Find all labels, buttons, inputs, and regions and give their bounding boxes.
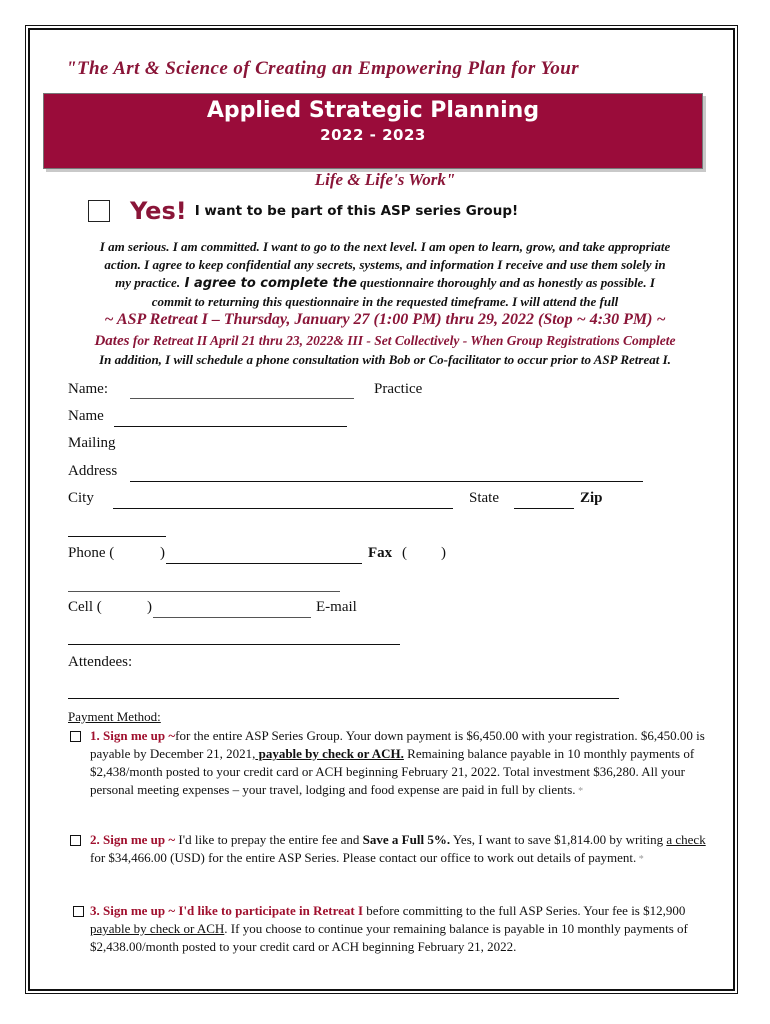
option-3-payable: payable by check or ACH [90,921,225,936]
title-banner [43,93,703,169]
fax-close: ) [441,545,446,561]
name-field[interactable] [130,382,354,399]
option-2-star: * [636,854,644,865]
city-field[interactable] [113,492,453,509]
option-3-fee: before committing to the full ASP Series. Your fee is $12,900 [363,903,686,918]
option-2-yes: Yes, I want to save $1,814.00 by writing [450,832,667,847]
option-1-balance: Remaining balance payable in 10 monthly payments of $2,438/month posted to your credit card or ACH beginning February 21, 2022. Total investment $36,280. All your personal meeting expenses – your travel, lodging and food expense are paid in full by clients. [90,746,695,797]
cell-close: ) [147,599,152,615]
payment-option-3 [68,902,708,956]
option-2-prepay: I'd like to prepay the entire fee and [175,832,363,847]
retreat-dates: ~ ASP Retreat I – Thursday, January 27 (1:00 PM) thru 29, 2022 (Stop ~ 4:30 PM) ~ [104,311,666,328]
practice-label: Practice [374,381,423,397]
fax-field[interactable] [68,575,340,592]
dates-label: Dates [94,333,130,349]
option-2-amount: for $34,466.00 (USD) for the entire ASP Series. Please contact our office to work out details of payment. [90,850,637,865]
option-1-checkbox[interactable] [70,731,81,742]
email-label: E-mail [316,599,357,615]
commitment-practice: my practice. [115,275,181,290]
email-field[interactable] [68,628,400,645]
commitment-line-3 [38,274,732,293]
option-1-star: * [575,786,584,797]
phone-close: ) [160,545,165,561]
join-statement: I want to be part of this ASP series Group! [194,203,519,219]
commitment-paragraph [38,238,732,311]
zip-field[interactable] [68,520,166,537]
future-dates [0,333,770,350]
option-1-text [90,727,708,801]
page-title: Applied Strategic Planning [206,98,540,123]
yes-label: Yes! [130,197,187,225]
commitment-line-1: I am serious. I am committed. I want to go to the next level. I am open to learn, grow, and take appropriate [99,239,671,254]
commitment-line-4: commit to returning this questionnaire in the requested timeframe. I will attend the full [151,294,619,309]
name-label: Name: [68,381,108,397]
fax-open: ( [402,545,407,561]
mailing-label: Mailing [68,435,116,451]
option-2-save: Save a Full 5%. [362,832,451,847]
header-subtitle: Life & Life's Work" [314,170,456,189]
phone-field[interactable] [166,547,362,564]
cell-label: Cell ( [68,599,102,615]
option-2-check: a check [666,832,706,847]
option-1-lead: 1. Sign me up ~ [90,728,176,743]
payment-heading: Payment Method: [68,709,161,724]
payment-option-2 [68,831,708,869]
option-1-down-payment: for the entire ASP Series Group. Your down payment is $6,450.00 with your registration. $6,450.00 is payable by December 21, 2021, [90,728,705,761]
city-label: City [68,490,94,506]
option-3-lead: 3. Sign me up ~ I'd like to participate in Retreat I [90,903,364,918]
phone-label: Phone ( [68,545,115,561]
practice-name-label: Name [68,408,104,424]
address-label: Address [68,463,118,479]
practice-name-field[interactable] [114,410,347,427]
payment-option-1 [68,727,708,801]
option-3-text [90,902,708,956]
option-2-text [90,831,708,869]
header-quote: "The Art & Science of Creating an Empowering Plan for Your [66,58,580,79]
address-field[interactable] [130,465,643,482]
consultation-note: In addition, I will schedule a phone consultation with Bob or Co-facilitator to occur prior to ASP Retreat I. [99,352,671,367]
join-checkbox[interactable] [88,200,110,222]
yes-row [88,197,518,227]
title-years: 2022 - 2023 [320,126,426,144]
commitment-line-2: action. I agree to keep confidential any secrets, systems, and information I receive and use them solely in [104,257,666,272]
state-field[interactable] [514,492,574,509]
option-2-lead: 2. Sign me up ~ [90,832,176,847]
fax-label: Fax [368,545,393,561]
attendees-label: Attendees: [68,654,133,670]
attendees-field[interactable] [68,682,619,699]
state-label: State [469,490,499,506]
commitment-questionnaire: questionnaire thoroughly and as honestly as possible. I [356,275,655,290]
cell-field[interactable] [153,601,311,618]
commitment-agree: I agree to complete the [180,276,357,291]
zip-label: Zip [580,490,603,506]
option-3-balance: . If you choose to continue your remaining balance is payable in 10 monthly payments of $2,438.00/month posted to your credit card or ACH beginning February 21, 2022. [90,921,688,954]
dates-text: for Retreat II April 21 thru 23, 2022& III - Set Collectively - When Group Registrations Complete [129,333,676,348]
option-2-checkbox[interactable] [70,835,81,846]
option-3-checkbox[interactable] [73,906,84,917]
option-1-payable: payable by check or ACH. [255,746,404,761]
